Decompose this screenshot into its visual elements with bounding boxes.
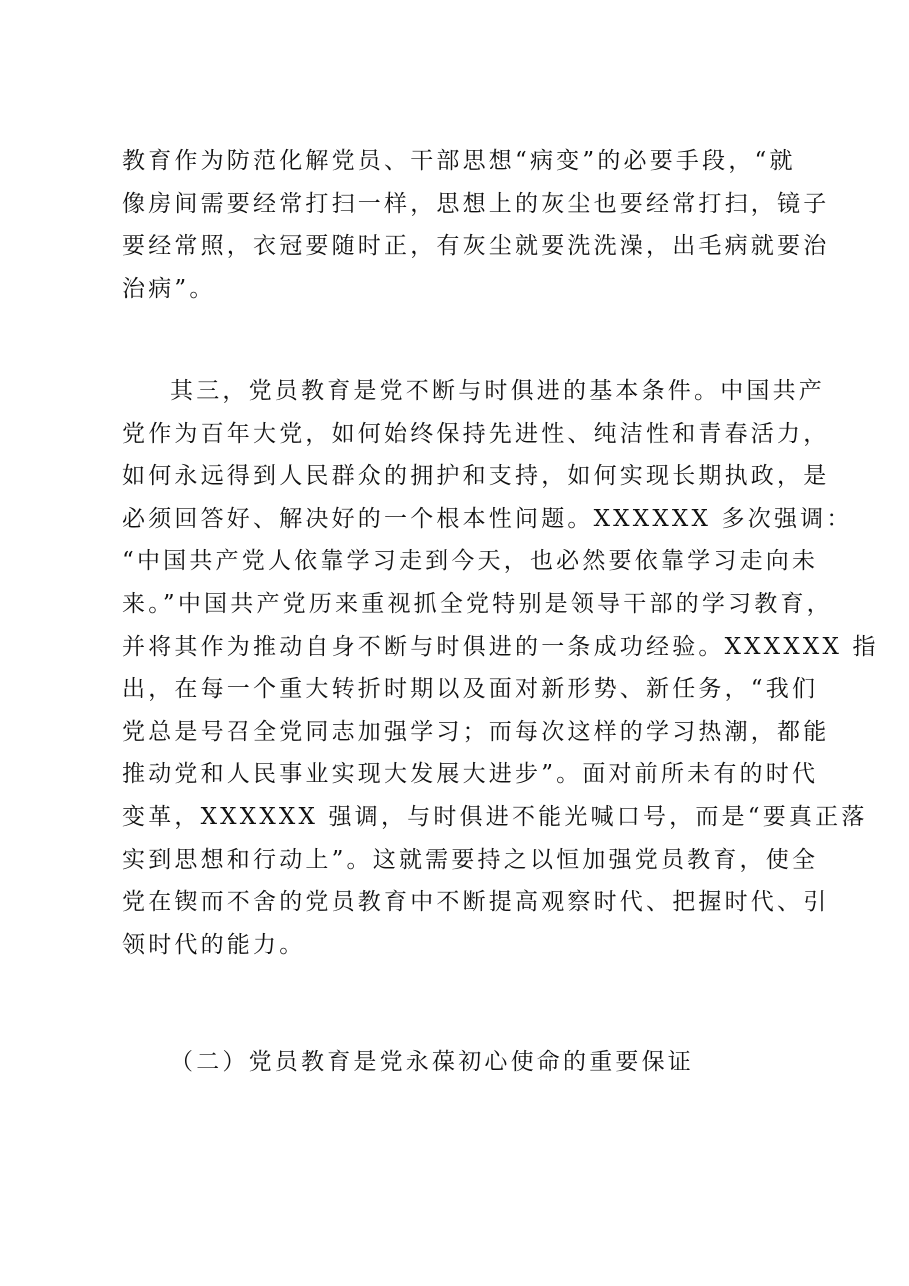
paragraph-1-line: 要经常照，衣冠要随时正，有灰尘就要洗洗澡，出毛病就要治 — [122, 233, 830, 260]
paragraph-2-line: 出，在每一个重大转折时期以及面对新形势、新任务，“我们 — [122, 676, 819, 703]
paragraph-2-line: 变革，XXXXXX 强调，与时俱进不能光喊口号，而是“要真正落 — [122, 803, 868, 830]
paragraph-2-line: 推动党和人民事业实现大发展大进步”。面对前所未有的时代 — [122, 761, 819, 788]
paragraph-1 — [122, 140, 830, 310]
section-heading: （二）党员教育是党永葆初心使命的重要保证 — [170, 1049, 694, 1075]
paragraph-2-line: 并将其作为推动自身不断与时俱进的一条成功经验。XXXXXX 指 — [122, 633, 879, 660]
paragraph-2-line: “中国共产党人依靠学习走到今天，也必然要依靠学习走向未 — [122, 548, 819, 575]
paragraph-2-line: 其三，党员教育是党不断与时俱进的基本条件。中国共产 — [170, 378, 825, 404]
paragraph-2-line: 领时代的能力。 — [122, 931, 306, 958]
paragraph-2-line: 来。”中国共产党历来重视抓全党特别是领导干部的学习教育， — [122, 590, 833, 617]
paragraph-2-line: 实到思想和行动上”。这就需要持之以恒加强党员教育，使全 — [122, 846, 819, 873]
paragraph-2-line: 必须回答好、解决好的一个根本性问题。XXXXXX 多次强调： — [122, 505, 853, 532]
paragraph-1-line: 像房间需要经常打扫一样，思想上的灰尘也要经常打扫，镜子 — [122, 190, 830, 217]
paragraph-2-line: 如何永远得到人民群众的拥护和支持，如何实现长期执政，是 — [122, 463, 830, 490]
paragraph-2-line: 党作为百年大党，如何始终保持先进性、纯洁性和青春活力， — [122, 420, 830, 447]
paragraph-1-line: 教育作为防范化解党员、干部思想“病变”的必要手段，“就 — [122, 148, 796, 174]
paragraph-1-line: 治病”。 — [122, 275, 216, 302]
paragraph-2 — [122, 370, 879, 966]
paragraph-2-line: 党在锲而不舍的党员教育中不断提高观察时代、把握时代、引 — [122, 889, 830, 916]
paragraph-2-line: 党总是号召全党同志加强学习；而每次这样的学习热潮，都能 — [122, 718, 830, 745]
